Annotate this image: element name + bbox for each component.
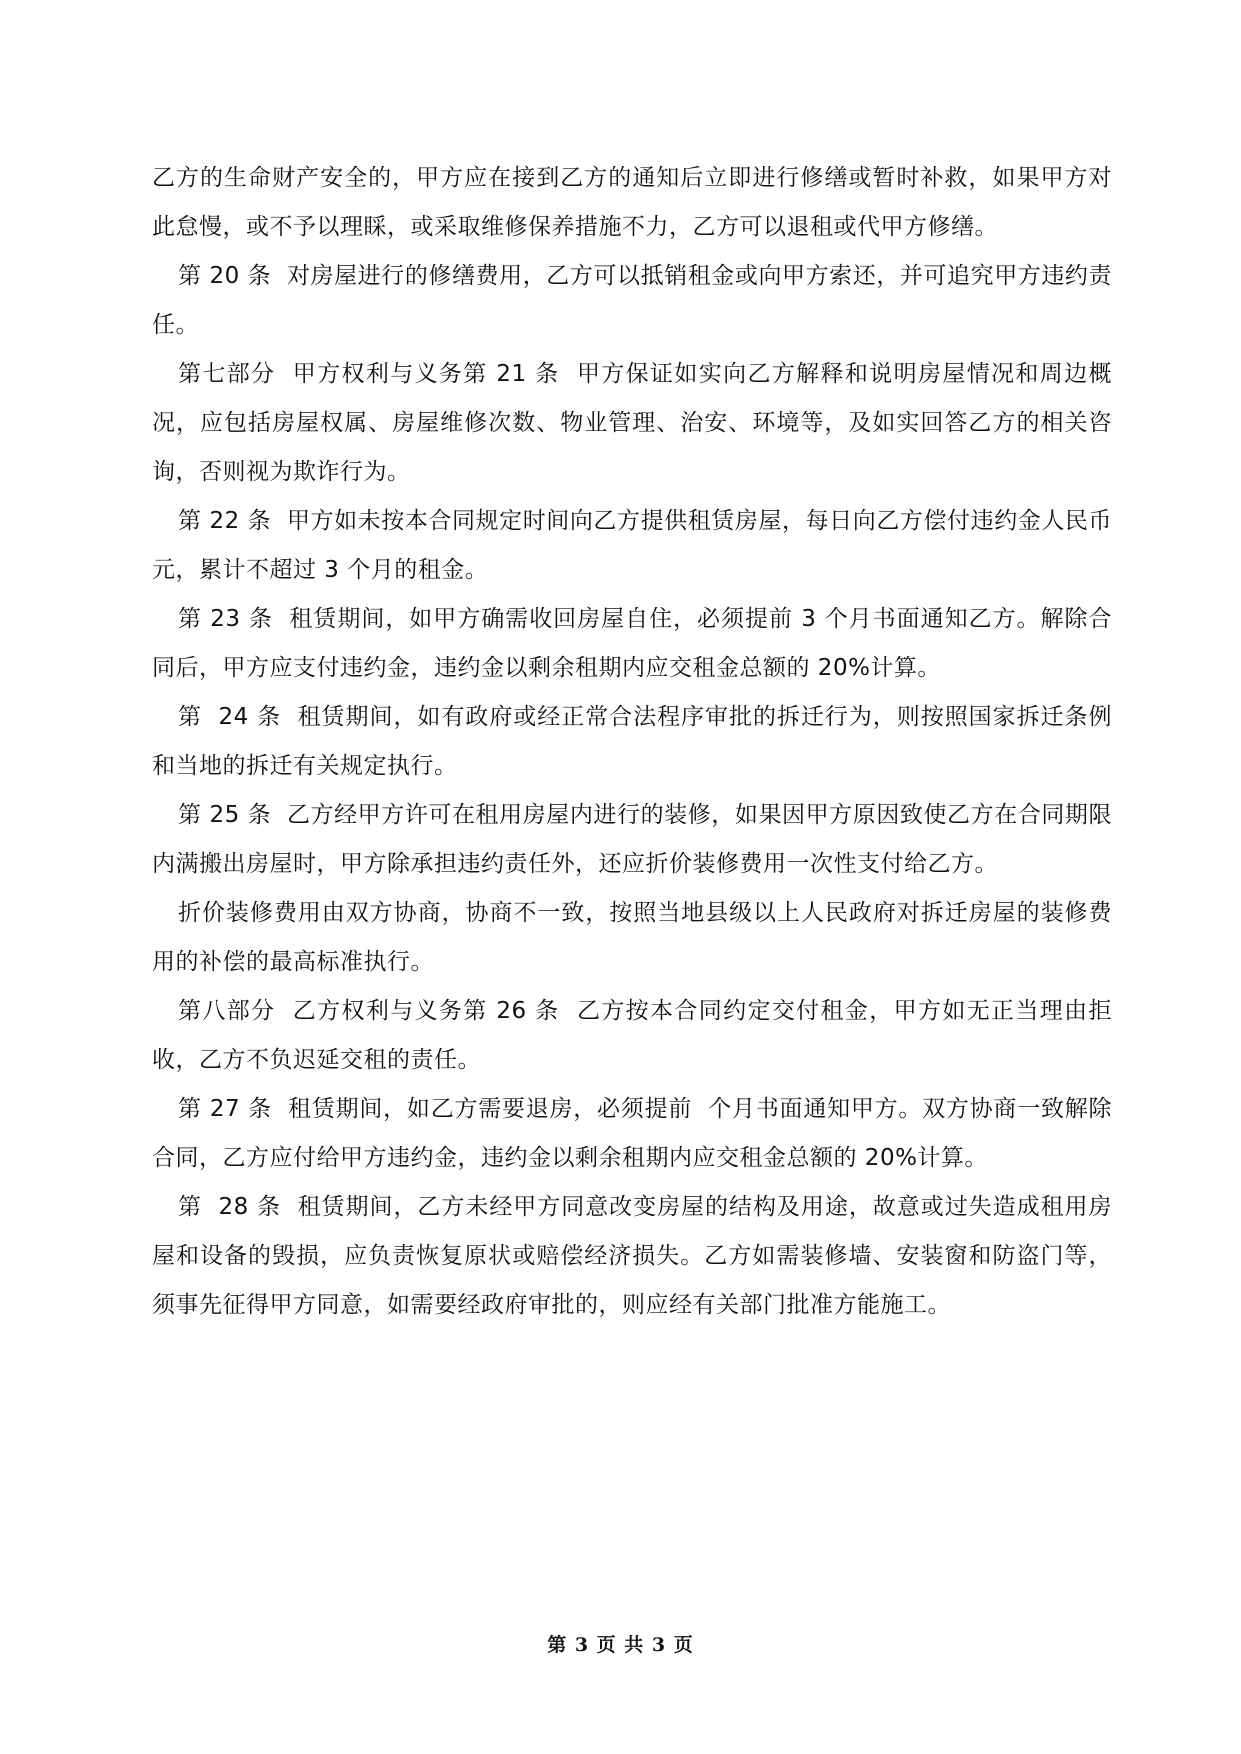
paragraph-article-20: 第 20 条 对房屋进行的修缮费用，乙方可以抵销租金或向甲方索还，并可追究甲方违约责任。 — [152, 263, 1112, 338]
paragraph-article-27: 第 27 条 租赁期间，如乙方需要退房，必须提前 个月书面通知甲方。双方协商一致解除合同，乙方应付给甲方违约金，违约金以剩余租期内应交租金总额的 20%计算。 — [152, 1096, 1112, 1171]
document-body — [152, 154, 1128, 1330]
paragraph-continuation: 乙方的生命财产安全的，甲方应在接到乙方的通知后立即进行修缮或暂时补救，如果甲方对此怠慢，或不予以理睬，或采取维修保养措施不力，乙方可以退租或代甲方修缮。 — [152, 165, 1112, 240]
paragraph-article-25: 第 25 条 乙方经甲方许可在租用房屋内进行的装修，如果因甲方原因致使乙方在合同期限内满搬出房屋时，甲方除承担违约责任外，还应折价装修费用一次性支付给乙方。 — [152, 802, 1112, 877]
paragraph-part-7-article-21: 第七部分 甲方权利与义务第 21 条 甲方保证如实向乙方解释和说明房屋情况和周边概况，应包括房屋权属、房屋维修次数、物业管理、治安、环境等，及如实回答乙方的相关咨询，否则视为欺诈行为。 — [152, 361, 1112, 485]
paragraph-article-22: 第 22 条 甲方如未按本合同规定时间向乙方提供租赁房屋，每日向乙方偿付违约金人民币 元，累计不超过 3 个月的租金。 — [152, 508, 1128, 583]
paragraph-article-23: 第 23 条 租赁期间，如甲方确需收回房屋自住，必须提前 3 个月书面通知乙方。解除合同后，甲方应支付违约金，违约金以剩余租期内应交租金总额的 20%计算。 — [152, 606, 1112, 681]
paragraph-renovation-compensation: 折价装修费用由双方协商，协商不一致，按照当地县级以上人民政府对拆迁房屋的装修费用的补偿的最高标准执行。 — [152, 900, 1112, 975]
paragraph-article-28: 第 28 条 租赁期间，乙方未经甲方同意改变房屋的结构及用途，故意或过失造成租用房屋和设备的毁损，应负责恢复原状或赔偿经济损失。乙方如需装修墙、安装窗和防盗门等，须事先征得甲方同意，如需要经政府审批的，则应经有关部门批准方能施工。 — [152, 1194, 1112, 1318]
paragraph-article-24: 第 24 条 租赁期间，如有政府或经正常合法程序审批的拆迁行为，则按照国家拆迁条例和当地的拆迁有关规定执行。 — [152, 704, 1112, 779]
paragraph-part-8-article-26: 第八部分 乙方权利与义务第 26 条 乙方按本合同约定交付租金，甲方如无正当理由拒收，乙方不负迟延交租的责任。 — [152, 998, 1112, 1073]
page-number-footer: 第 3 页 共 3 页 — [547, 1634, 694, 1656]
